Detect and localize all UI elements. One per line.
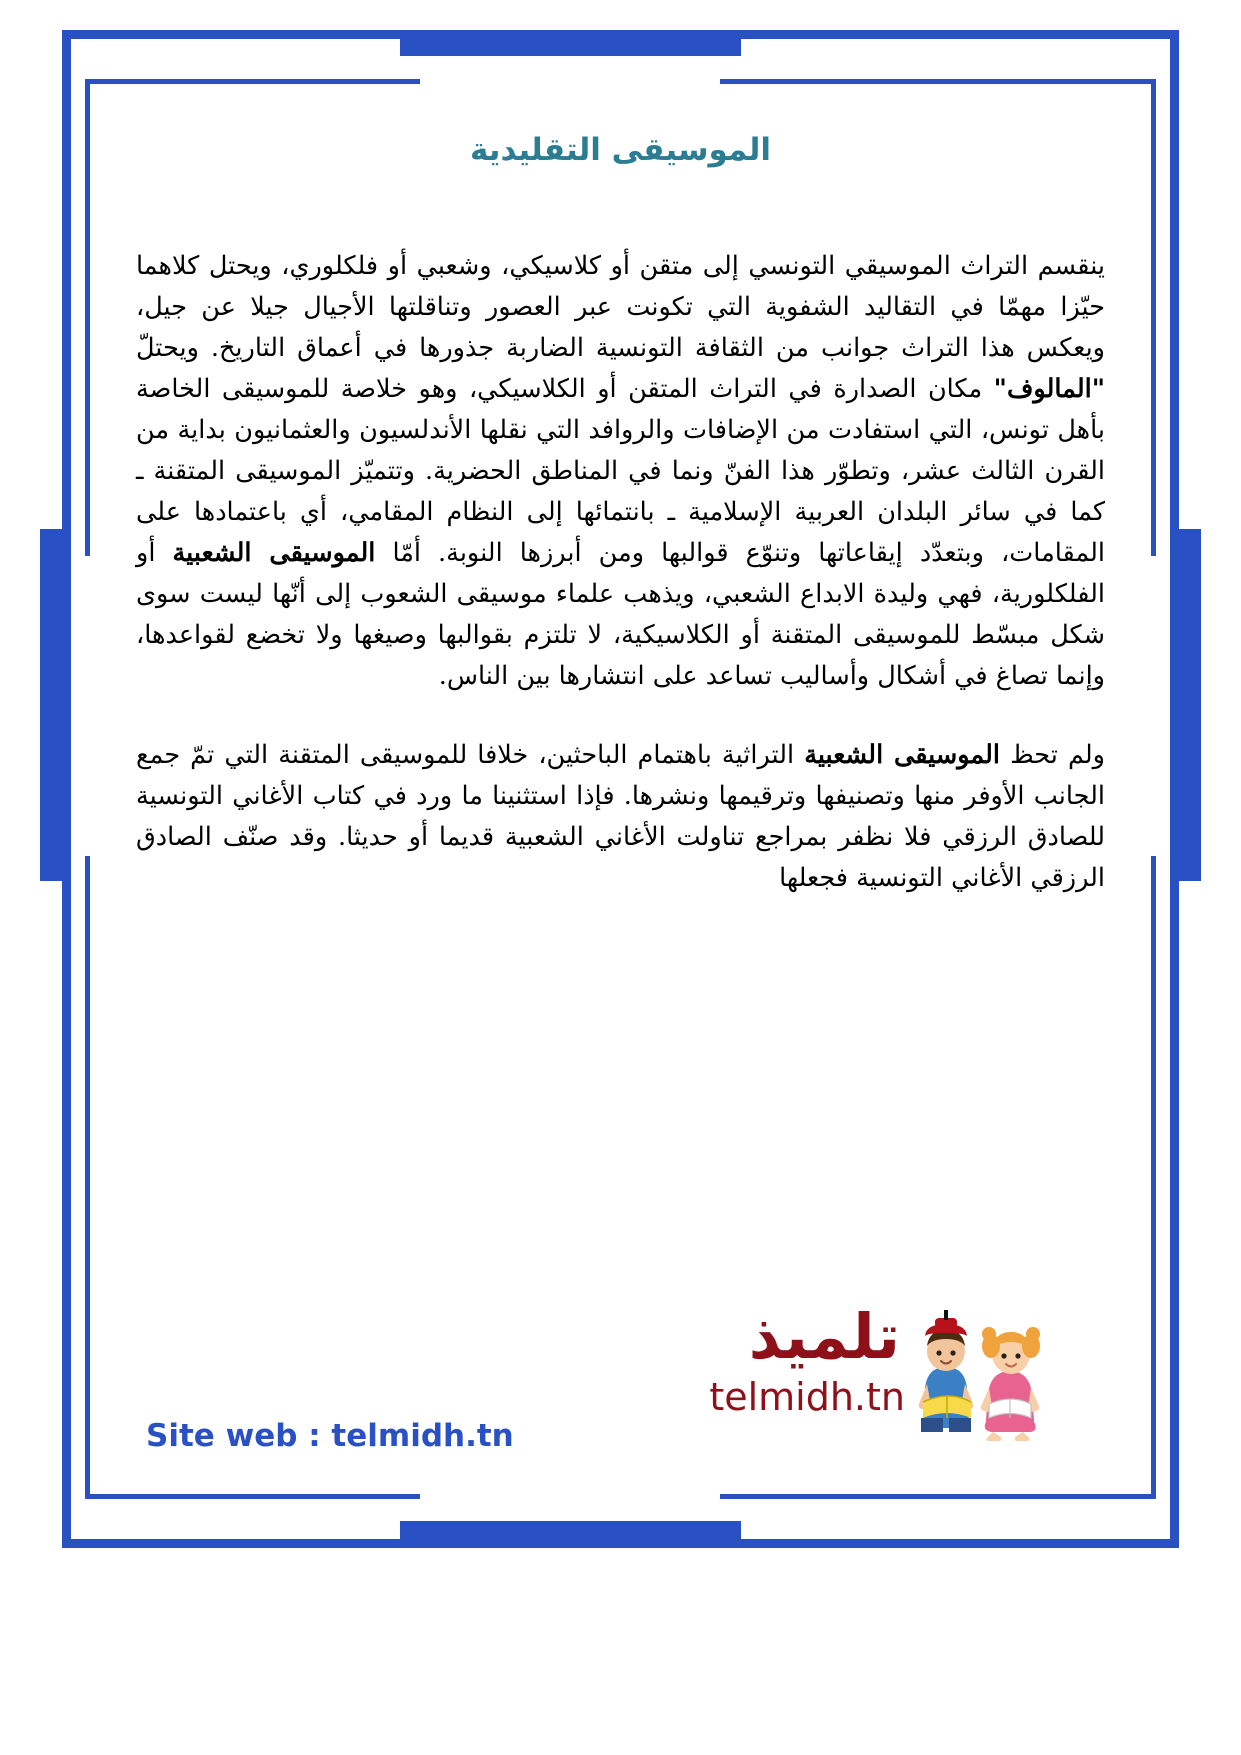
frame-gap-top: [420, 60, 720, 90]
frame-tab-top: [400, 30, 741, 56]
text-run: مكان الصدارة في التراث المتقن أو الكلاسيكي، وهو خلاصة للموسيقى الخاصة بأهل تونس، التي استفادت من الإضافات والروافد التي نقلها الأندلسيون والعثمانيون بداية من القرن الثالث عشر، وتطوّر هذا الفنّ ونما في المناطق الحضرية. وتتميّز الموسيقى المتقنة ـ كما في سائر البلدان العربية الإسلامية ـ بانتمائها إلى النظام المقامي، أي باعتمادها على المقامات، وبتعدّد إيقاعاتها وتنوّع قوالبها ومن أبرزها النوبة. أمّا: [136, 374, 1105, 568]
frame-gap-right: [1142, 556, 1172, 856]
page-title: الموسيقى التقليدية: [470, 132, 771, 168]
frame-stub-right-bottom: [1151, 856, 1156, 881]
emphasis-run: الموسيقى الشعبية: [172, 538, 376, 568]
frame-tab-left: [40, 529, 71, 881]
logo-latin-wordmark: telmidh.tn: [709, 1375, 905, 1419]
frame-tab-bottom: [400, 1521, 741, 1548]
frame-tab-right: [1170, 529, 1201, 881]
paragraph-1: [128, 246, 1113, 697]
frame-stub-top-right: [400, 79, 420, 84]
site-web-label[interactable]: Site web : telmidh.tn: [146, 1418, 514, 1454]
frame-stub-bottom-right: [400, 1494, 420, 1499]
frame-stub-left-top: [85, 529, 90, 556]
logo-arabic-wordmark: تلميذ: [748, 1300, 900, 1373]
frame-gap-bottom: [420, 1488, 720, 1518]
emphasis-run: "المالوف": [993, 374, 1105, 404]
frame-stub-right-top: [1151, 529, 1156, 556]
emphasis-run: الموسيقى الشعبية: [804, 740, 1000, 770]
frame-gap-left: [70, 556, 100, 856]
text-run: ينقسم التراث الموسيقي التونسي إلى متقن أو كلاسيكي، وشعبي أو فلكلوري، ويحتل كلاهما حيّزا مهمّا في التقاليد الشفوية التي تكونت عبر العصور وتناقلتها الأجيال جيلا عن جيل، ويعكس هذا التراث جوانب من الثقافة التونسية الضاربة جذورها في أعماق التاريخ. ويحتلّ: [136, 251, 1105, 363]
paragraph-2: [128, 735, 1113, 899]
children-reading-icon: [905, 1306, 1055, 1456]
telmidh-logo[interactable]: [555, 1300, 1055, 1480]
frame-stub-bottom-left: [720, 1494, 741, 1499]
text-run: أو الفلكلورية، فهي وليدة الابداع الشعبي، ويذهب علماء موسيقى الشعوب إلى أنّها ليست سوى شكل مبسّط للموسيقى المتقنة أو الكلاسيكية، لا تلتزم بقوالبها وصيغها ولا تخضع لقواعدها، وإنما تصاغ في أشكال وأساليب تساعد على انتشارها بين الناس.: [136, 538, 1105, 691]
frame-stub-top-left: [720, 79, 741, 84]
text-run: ولم تحظ: [1000, 740, 1105, 770]
document-content: [110, 110, 1131, 1480]
frame-stub-left-bottom: [85, 856, 90, 881]
text-run: التراثية باهتمام الباحثين، خلافا للموسيقى المتقنة التي تمّ جمع الجانب الأوفر منها وتصنيفها وترقيمها ونشرها. فإذا استثنينا ما ورد في كتاب الأغاني التونسية للصادق الرزقي فلا نظفر بمراجع تناولت الأغاني الشعبية قديما أو حديثا. وقد صنّف الصادق الرزقي الأغاني التونسية فجعلها: [136, 740, 1105, 893]
